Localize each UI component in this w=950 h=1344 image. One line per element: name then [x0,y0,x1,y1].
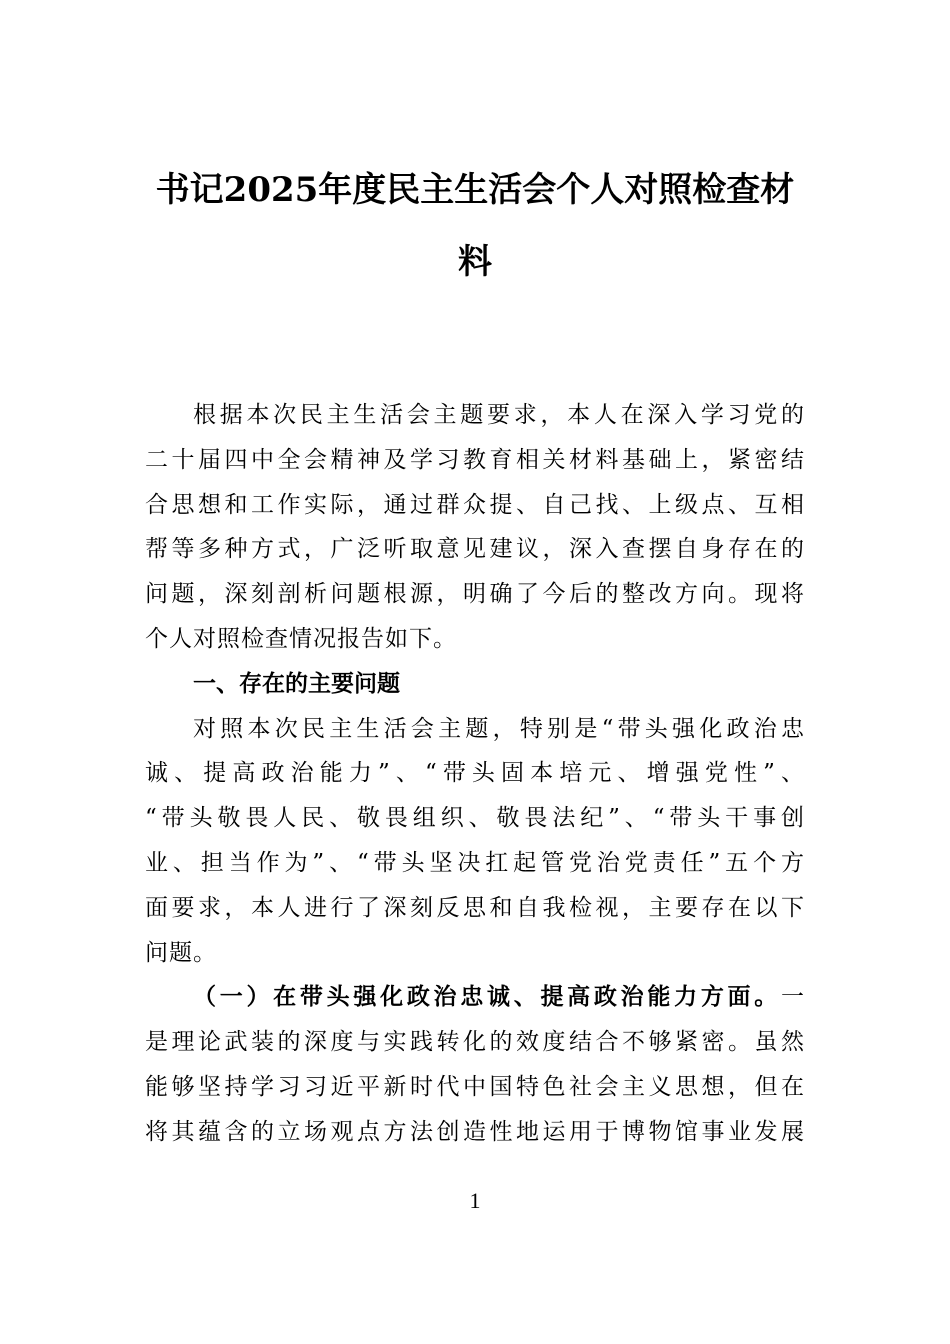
paragraph-problems-intro [145,707,805,976]
document-title [0,154,950,298]
text-line: 诚、提高政治能力”、“带头固本培元、增强党性”、 [145,760,805,787]
text-line: 业、担当作为”、“带头坚决扛起管党治党责任”五个方 [145,849,805,876]
text-line: 对照本次民主生活会主题，特别是“带头强化政治忠 [193,715,805,742]
text-line: 根据本次民主生活会主题要求，本人在深入学习党的 [193,402,805,428]
text-line: 面要求，本人进行了深刻反思和自我检视，主要存在以下 [145,894,805,921]
text-line [145,975,805,1020]
text-line: 将其蕴含的立场观点方法创造性地运用于博物馆事业发展 [145,1118,805,1145]
title-line: 料 [458,242,492,282]
text-line: 问题。 [145,939,217,966]
paragraph-intro [145,393,805,662]
text-line: 是理论武装的深度与实践转化的效度结合不够紧密。虽然 [145,1029,805,1056]
text-line: 帮等多种方式，广泛听取意见建议，深入查摆自身存在的 [145,536,805,563]
text-line: 个人对照检查情况报告如下。 [145,625,457,652]
section-heading: 一、存在的主要问题 [193,670,400,697]
text-line: “带头敬畏人民、敬畏组织、敬畏法纪”、“带头干事创 [145,805,805,832]
subsection-heading: （一）在带头强化政治忠诚、提高政治能力方面。 [193,983,781,1011]
paragraph-political-loyalty [145,975,805,1154]
text-line: 二十届四中全会精神及学习教育相关材料基础上，紧密结 [145,446,805,473]
page-number: 1 [469,1188,481,1213]
text-line: 能够坚持学习习近平新时代中国特色社会主义思想，但在 [145,1073,805,1100]
text-line: 问题，深刻剖析问题根源，明确了今后的整改方向。现将 [145,581,805,608]
document-body [145,393,805,1155]
text-line: 合思想和工作实际，通过群众提、自己找、上级点、互相 [145,491,805,518]
title-line: 书记2025年度民主生活会个人对照检查材 [155,170,795,210]
text-fragment: 一 [781,984,805,1011]
